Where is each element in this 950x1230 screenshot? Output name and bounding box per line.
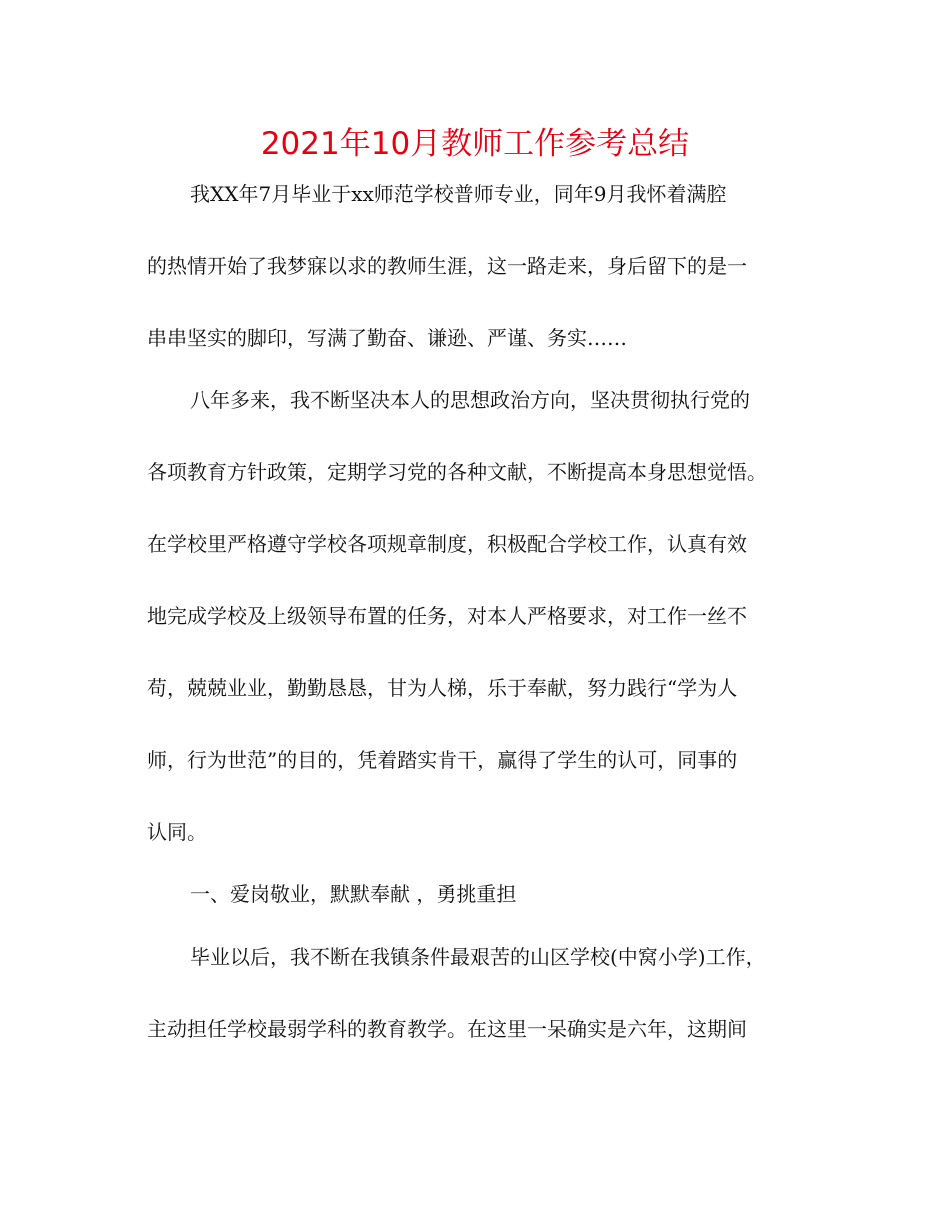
document-title: 2021年10月教师工作参考总结: [260, 126, 690, 162]
paragraph-1-line-1: 我XX年7月毕业于xx师范学校普师专业，同年9月我怀着满腔: [190, 182, 727, 206]
paragraph-3-line-1: 毕业以后，我不断在我镇条件最艰苦的山区学校(中窝小学)工作，: [190, 945, 766, 969]
paragraph-2-line-7: 认同。: [147, 820, 207, 844]
paragraph-1-line-3: 串串坚实的脚印，写满了勤奋、谦逊、严谨、务实……: [147, 326, 627, 350]
paragraph-2-line-1: 八年多来，我不断坚决本人的思想政治方向，坚决贯彻执行党的: [190, 388, 750, 412]
paragraph-2-line-3: 在学校里严格遵守学校各项规章制度，积极配合学校工作，认真有效: [147, 532, 747, 556]
paragraph-1-line-2: 的热情开始了我梦寐以求的教师生涯，这一路走来，身后留下的是一: [147, 254, 747, 278]
paragraph-2-line-4: 地完成学校及上级领导布置的任务，对本人严格要求，对工作一丝不: [147, 604, 747, 628]
paragraph-2-line-6: 师，行为世范”的目的，凭着踏实肯干，赢得了学生的认可，同事的: [147, 748, 738, 772]
section-heading-1: 一、爱岗敬业，默默奉献 ，勇挑重担: [190, 882, 517, 906]
paragraph-3-line-2: 主动担任学校最弱学科的教育教学。在这里一呆确实是六年，这期间: [147, 1017, 747, 1041]
paragraph-2-line-2: 各项教育方针政策，定期学习党的各种文献，不断提高本身思想觉悟。: [147, 460, 767, 484]
paragraph-2-line-5: 苟，兢兢业业，勤勤恳恳，甘为人梯，乐于奉献，努力践行“学为人: [147, 676, 738, 700]
